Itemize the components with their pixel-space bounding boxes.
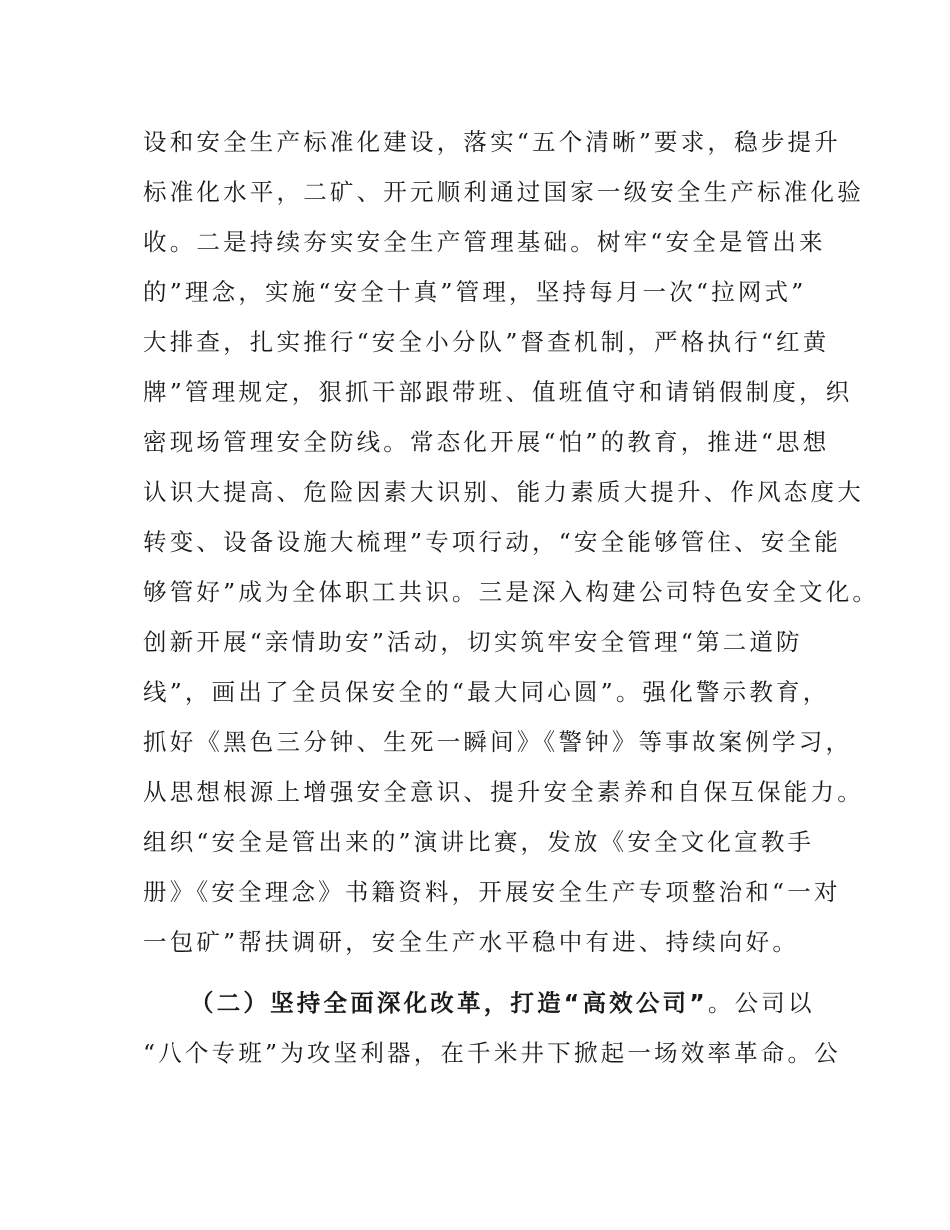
paragraph-line-7: 密现场管理安全防线。常态化开展“怕”的教育，推进“思想	[143, 428, 830, 456]
paragraph-line-4: 的”理念，实施“安全十真”管理，坚持每月一次“拉网式”	[143, 278, 807, 306]
paragraph-line-17: 一包矿”帮扶调研，安全生产水平稳中有进、持续向好。	[143, 928, 800, 956]
paragraph-line-14: 从思想根源上增强安全意识、提升安全素养和自保互保能力。	[143, 778, 864, 806]
paragraph-line-11: 创新开展“亲情助安”活动，切实筑牢安全管理“第二道防	[143, 628, 803, 656]
paragraph-line-13: 抓好《黑色三分钟、生死一瞬间》《警钟》等事故案例学习，	[143, 728, 853, 756]
section-heading-continuation: 。公司以	[707, 989, 815, 1017]
section-heading	[190, 988, 815, 1018]
paragraph-line-15: 组织“安全是管出来的”演讲比赛，发放《安全文化宣教手	[143, 828, 815, 856]
section-heading-title: （二）坚持全面深化改革，打造“高效公司”	[190, 989, 708, 1017]
section-line-1: “八个专班”为攻坚利器，在千米井下掀起一场效率革命。公	[143, 1039, 841, 1067]
paragraph-line-3: 收。二是持续夯实安全生产管理基础。树牢“安全是管出来	[143, 228, 826, 256]
paragraph-line-10: 够管好”成为全体职工共识。三是深入构建公司特色安全文化。	[143, 578, 880, 606]
paragraph-line-16: 册》《安全理念》书籍资料，开展安全生产专项整治和“一对	[143, 878, 841, 906]
paragraph-line-6: 牌”管理规定，狠抓干部跟带班、值班值守和请销假制度，织	[143, 378, 853, 406]
paragraph-line-9: 转变、设备设施大梳理”专项行动，“安全能够管住、安全能	[143, 528, 841, 556]
paragraph-line-8: 认识大提高、危险因素大识别、能力素质大提升、作风态度大	[143, 478, 864, 506]
paragraph-line-1: 设和安全生产标准化建设，落实“五个清晰”要求，稳步提升	[143, 128, 841, 156]
paragraph-line-2: 标准化水平，二矿、开元顺利通过国家一级安全生产标准化验	[143, 178, 864, 206]
paragraph-line-12: 线”，画出了全员保安全的“最大同心圆”。强化警示教育，	[143, 678, 830, 706]
paragraph-line-5: 大排查，扎实推行“安全小分队”督查机制，严格执行“红黄	[143, 328, 830, 356]
